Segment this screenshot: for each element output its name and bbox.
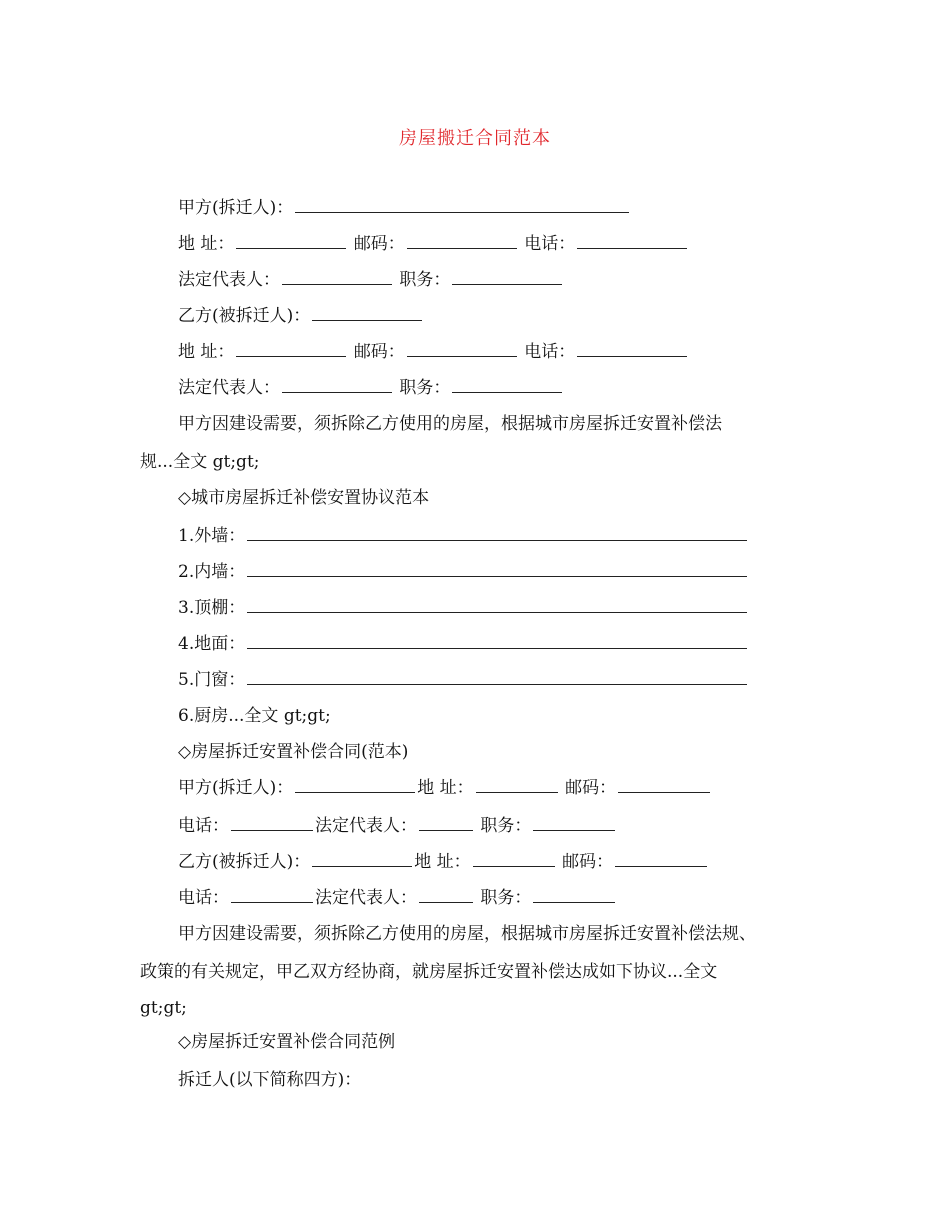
address-label: 地 址： [417, 778, 474, 798]
postcode-blank [407, 233, 517, 249]
position-blank [452, 269, 562, 285]
item-interior-wall [178, 560, 749, 584]
item-label: 2.内墙： [178, 562, 246, 582]
party-a-rep-line [178, 268, 564, 292]
paragraph-1: 甲方因建设需要，须拆除乙方使用的房屋，根据城市房屋拆迁安置补偿法 [178, 414, 722, 434]
item-blank [247, 525, 747, 541]
party-b-contact-line [178, 340, 689, 364]
postcode-blank [615, 851, 707, 867]
phone-blank [577, 233, 687, 249]
party-a-blank [295, 777, 415, 793]
read-more-link[interactable]: 6.厨房...全文 gt;gt; [178, 706, 331, 726]
phone-label: 电话： [178, 888, 229, 908]
read-more-link[interactable]: gt;gt; [140, 998, 187, 1018]
item-exterior-wall [178, 524, 749, 548]
party-a-line-2 [178, 776, 712, 800]
postcode-label: 邮码： [565, 778, 617, 798]
section-3-heading[interactable]: ◇房屋拆迁安置补偿合同(范本) [178, 742, 409, 762]
section-4-heading[interactable]: ◇房屋拆迁安置补偿合同范例 [178, 1032, 396, 1052]
phone-blank [231, 887, 313, 903]
item-kitchen [178, 704, 331, 728]
legal-rep-label: 法定代表人： [178, 378, 280, 398]
postcode-label: 邮码： [353, 342, 405, 362]
postcode-label: 邮码： [353, 234, 405, 254]
phone-label: 电话： [524, 342, 576, 362]
party-b-line [178, 304, 424, 328]
address-blank [476, 777, 558, 793]
party-a-label: 甲方(拆迁人)： [178, 198, 294, 218]
phone-label: 电话： [524, 234, 576, 254]
phone-blank [577, 341, 687, 357]
legal-rep-label: 法定代表人： [315, 888, 417, 908]
position-label: 职务： [480, 888, 532, 908]
legal-rep-blank [419, 815, 473, 831]
legal-rep-label: 法定代表人： [315, 816, 417, 836]
address-label: 地 址： [178, 342, 235, 362]
item-label: 4.地面： [178, 634, 246, 654]
item-blank [247, 597, 747, 613]
address-blank [236, 233, 346, 249]
item-label: 1.外墙： [178, 526, 246, 546]
item-blank [247, 561, 747, 577]
party-b-line-2 [178, 850, 709, 874]
party-a-blank [295, 197, 629, 213]
party-b-label: 乙方(被拆迁人)： [178, 852, 311, 872]
postcode-label: 邮码： [562, 852, 614, 872]
item-ceiling [178, 596, 749, 620]
read-more-link[interactable]: 规...全文 gt;gt; [140, 452, 260, 472]
party-b-blank [312, 851, 412, 867]
party-a-label: 甲方(拆迁人)： [178, 778, 294, 798]
legal-rep-blank [282, 269, 392, 285]
item-label: 5.门窗： [178, 670, 246, 690]
legal-rep-blank [419, 887, 473, 903]
party-b-label: 乙方(被拆迁人)： [178, 306, 311, 326]
postcode-blank [618, 777, 710, 793]
item-doors-windows [178, 668, 749, 692]
position-blank [452, 377, 562, 393]
party-b-blank [312, 305, 422, 321]
paragraph-2-line-1: 甲方因建设需要，须拆除乙方使用的房屋，根据城市房屋拆迁安置补偿法规、 [178, 924, 756, 944]
document-title: 房屋搬迁合同范本 [399, 128, 551, 149]
party-a-contact-line [178, 232, 689, 256]
party-b-rep-line [178, 376, 564, 400]
paragraph-1-continued [140, 450, 260, 474]
address-blank [236, 341, 346, 357]
party-a-rep-line-2 [178, 814, 617, 838]
paragraph-2-line-2: 政策的有关规定，甲乙双方经协商，就房屋拆迁安置补偿达成如下协议...全文 [140, 962, 718, 982]
phone-label: 电话： [178, 816, 229, 836]
section-2-heading[interactable]: ◇城市房屋拆迁补偿安置协议范本 [178, 488, 430, 508]
address-blank [473, 851, 555, 867]
legal-rep-label: 法定代表人： [178, 270, 280, 290]
item-label: 3.顶棚： [178, 598, 246, 618]
item-blank [247, 633, 747, 649]
phone-blank [231, 815, 313, 831]
position-label: 职务： [399, 378, 451, 398]
party-b-rep-line-2 [178, 886, 617, 910]
paragraph-2-line-3 [140, 996, 187, 1020]
position-label: 职务： [399, 270, 451, 290]
address-label: 地 址： [414, 852, 471, 872]
legal-rep-blank [282, 377, 392, 393]
postcode-blank [407, 341, 517, 357]
position-label: 职务： [480, 816, 532, 836]
item-floor [178, 632, 749, 656]
position-blank [533, 815, 615, 831]
section-4-line-1: 拆迁人(以下简称四方)： [178, 1070, 362, 1090]
item-blank [247, 669, 747, 685]
party-a-line [178, 196, 631, 220]
position-blank [533, 887, 615, 903]
address-label: 地 址： [178, 234, 235, 254]
